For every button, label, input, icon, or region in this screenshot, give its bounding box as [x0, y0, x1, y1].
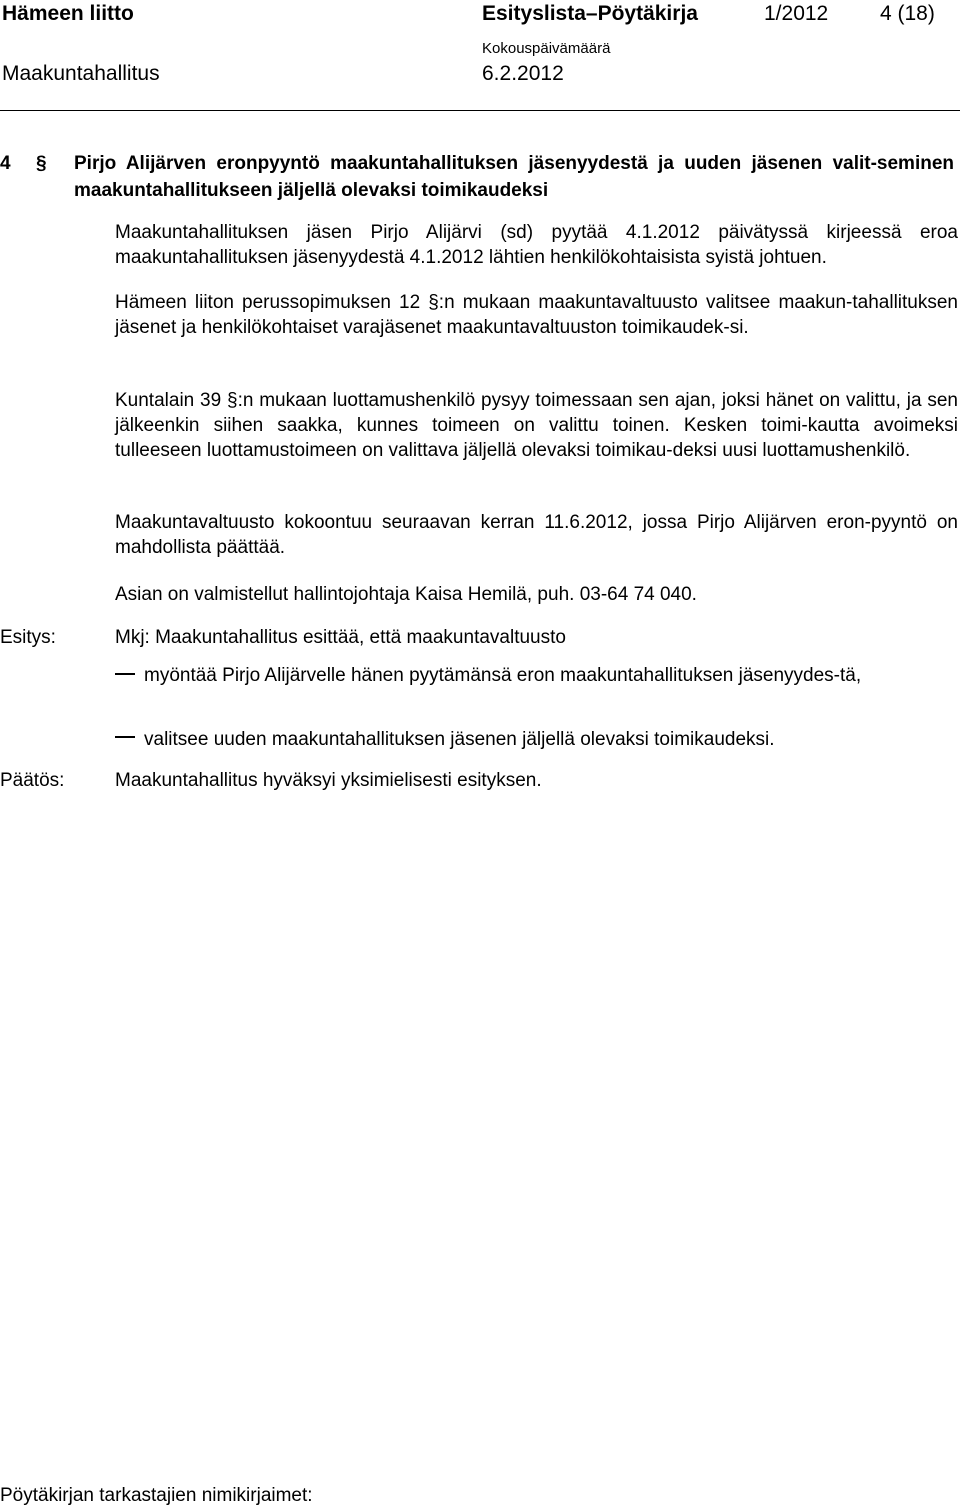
section-sign: § [36, 153, 47, 174]
proposal-item-1: myöntää Pirjo Alijärvelle hänen pyytämänsä eron maakuntahallituksen jäsenyydes-tä, [144, 665, 862, 686]
meeting-body: Maakuntahallitus [2, 62, 160, 85]
section-title: Pirjo Alijärven eronpyyntö maakuntahallituksen jäsenyydestä ja uuden jäsenen valit-seminen maakuntahallitukseen jäljellä olevaksi toimikaudeksi [74, 153, 954, 201]
page-number: 4 (18) [880, 2, 935, 25]
proposal-intro: Mkj: Maakuntahallitus esittää, että maakuntavaltuusto [115, 627, 566, 648]
proposal-label: Esitys: [0, 627, 56, 648]
org-name: Hämeen liitto [2, 2, 134, 25]
header-divider [0, 110, 960, 111]
bullet-dash [115, 673, 135, 675]
date-label: Kokouspäivämäärä [482, 40, 611, 57]
section-number: 4 [0, 153, 11, 174]
decision-text: Maakuntahallitus hyväksyi yksimielisesti esityksen. [115, 770, 542, 791]
doc-type: Esityslista–Pöytäkirja [482, 2, 698, 25]
decision-label: Päätös: [0, 770, 65, 791]
paragraph-2: Hämeen liiton perussopimuksen 12 §:n mukaan maakuntavaltuusto valitsee maakun-tahallituksen jäsenet ja henkilökohtaiset varajäsenet maakuntavaltuuston toimikaudek-si. [115, 292, 958, 338]
paragraph-4: Maakuntavaltuusto kokoontuu seuraavan kerran 11.6.2012, jossa Pirjo Alijärven eron-pyyntö on mahdollista päättää. [115, 512, 958, 558]
proposal-item-2: valitsee uuden maakuntahallituksen jäsenen jäljellä olevaksi toimikaudeksi. [144, 729, 775, 750]
doc-number: 1/2012 [764, 2, 829, 25]
paragraph-1: Maakuntahallituksen jäsen Pirjo Alijärvi (sd) pyytää 4.1.2012 päivätyssä kirjeessä eroa maakuntahallituksen jäsenyydestä 4.1.2012 lähtien henkilökohtaisista syistä johtuen. [115, 222, 958, 268]
meeting-date: 6.2.2012 [482, 62, 564, 85]
bullet-dash [115, 736, 135, 738]
paragraph-5: Asian on valmistellut hallintojohtaja Kaisa Hemilä, puh. 03-64 74 040. [115, 584, 697, 605]
footer-initials: Pöytäkirjan tarkastajien nimikirjaimet: [0, 1485, 313, 1506]
paragraph-3: Kuntalain 39 §:n mukaan luottamushenkilö pysyy toimessaan sen ajan, joksi hänet on valittu, ja sen jälkeenkin siihen saakka, kunnes toimeen on valittu toinen. Kesken toimi-kautta avoimeksi tulleeseen luottamustoimeen on valittava jäljellä olevaksi toimikau-deksi uusi luottamushenkilö. [115, 390, 958, 461]
